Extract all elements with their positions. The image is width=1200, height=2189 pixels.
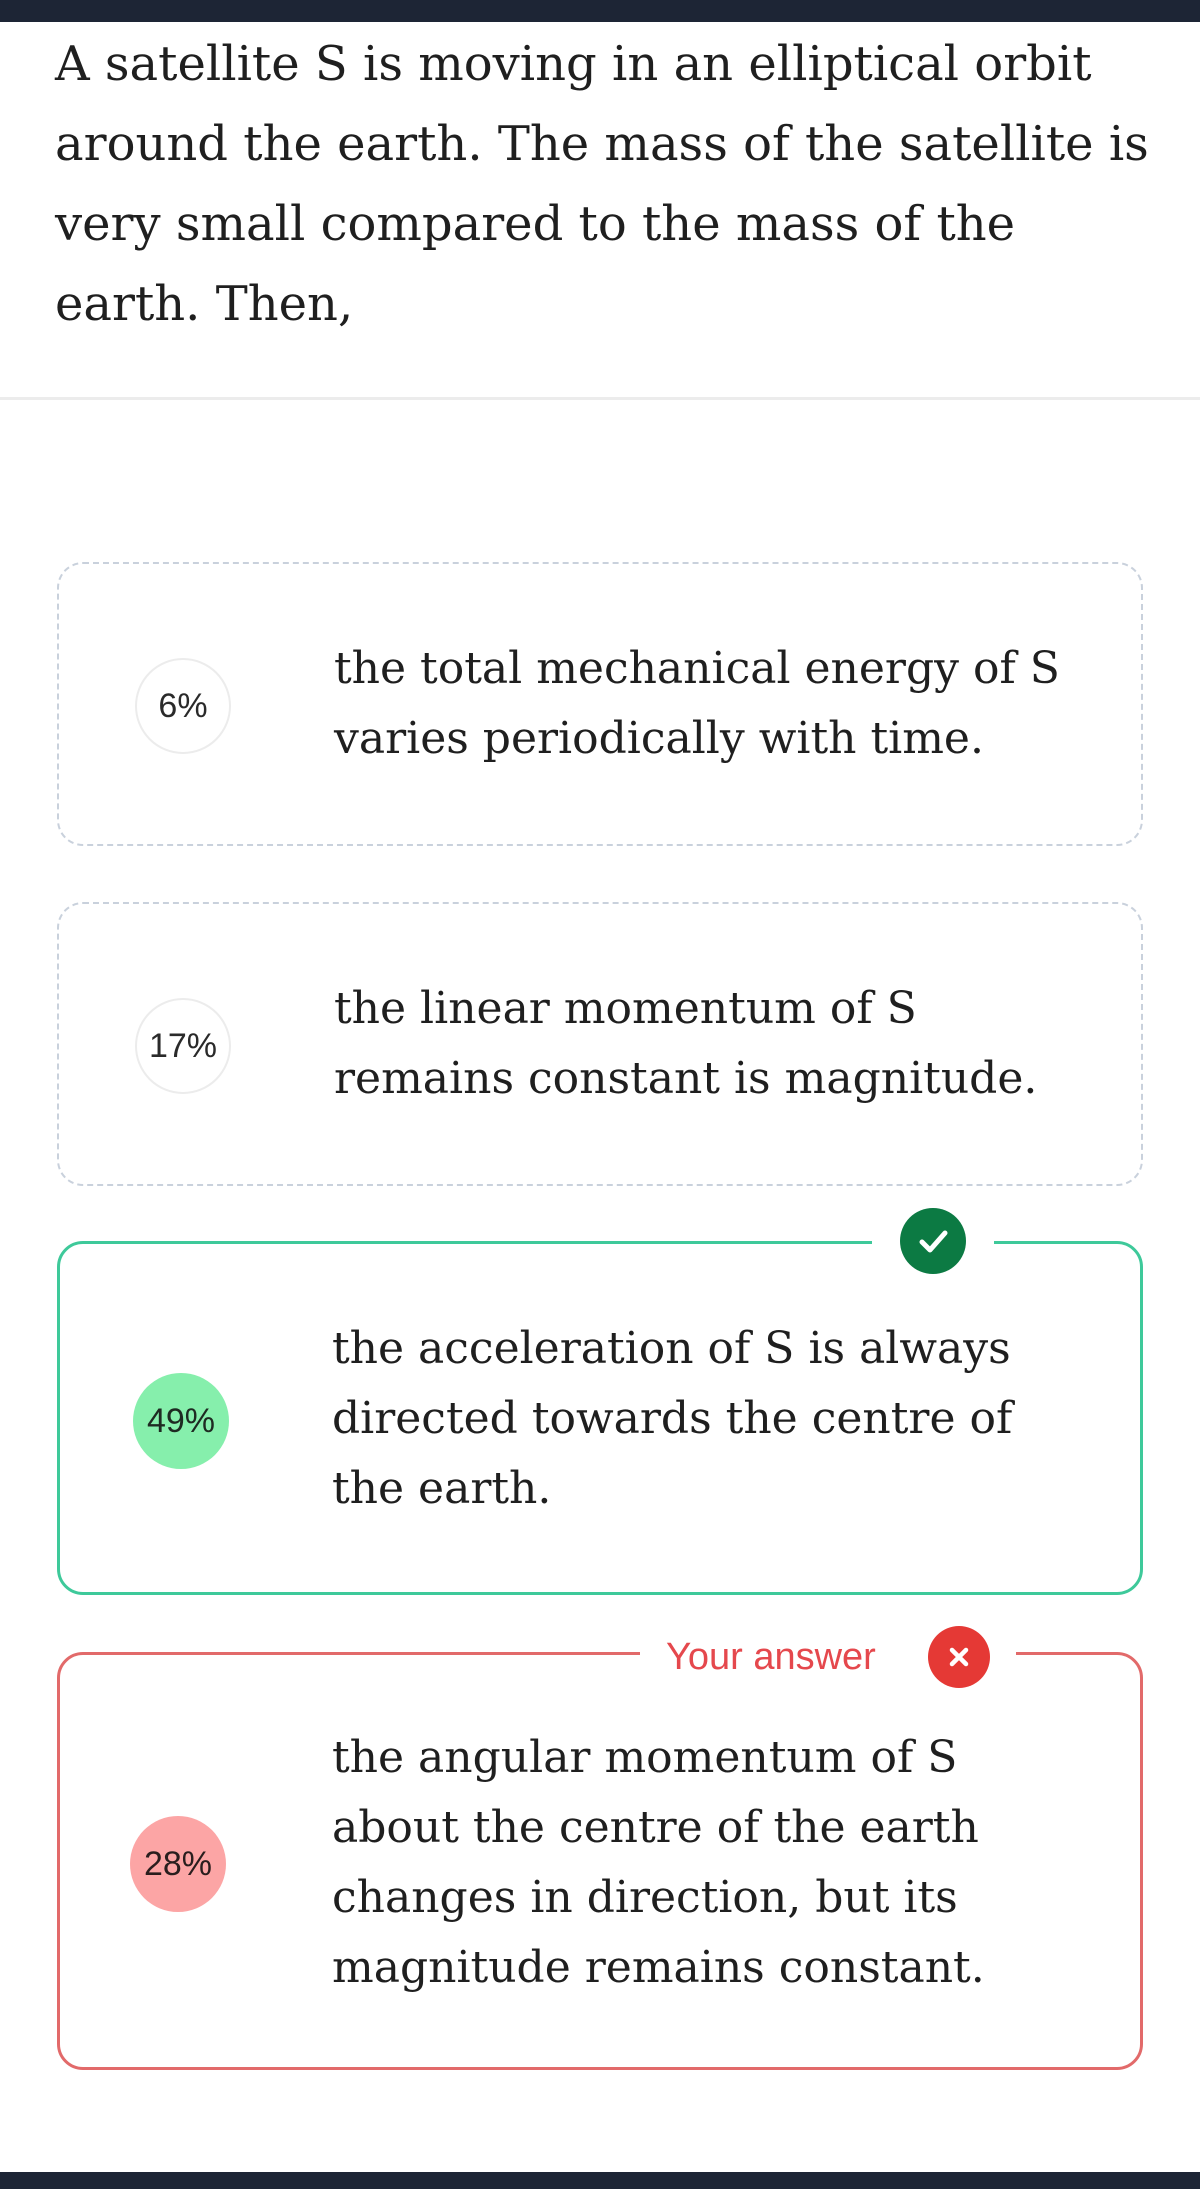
option-3-correct[interactable]: [57, 1241, 1143, 1595]
navigation-bar: [0, 2172, 1200, 2189]
close-icon: [928, 1626, 990, 1688]
option-2[interactable]: [57, 902, 1143, 1186]
question-text: A satellite S is moving in an elliptical orbit around the earth. The mass of the satellite is very small compared to the mass of the earth. Then,: [55, 36, 1149, 332]
check-icon: [900, 1208, 966, 1274]
option-4-percent: 28%: [130, 1816, 226, 1912]
option-4-text: the angular momentum of S about the centre of the earth changes in direction, but its magnitude remains constant.: [332, 1732, 985, 1993]
option-2-percent: 17%: [135, 998, 231, 1094]
correct-indicator: [872, 1206, 994, 1276]
your-answer-indicator: [640, 1622, 1016, 1692]
option-1-text: the total mechanical energy of S varies periodically with time.: [334, 643, 1060, 764]
divider: [0, 397, 1200, 400]
option-1-percent: 6%: [135, 658, 231, 754]
your-answer-label: Your answer: [666, 1635, 876, 1678]
option-4-your-answer[interactable]: [57, 1652, 1143, 2070]
option-3-percent: 49%: [133, 1373, 229, 1469]
option-1[interactable]: [57, 562, 1143, 846]
option-2-text: the linear momentum of S remains constant is magnitude.: [334, 983, 1038, 1104]
status-bar: [0, 0, 1200, 22]
option-3-text: the acceleration of S is always directed towards the centre of the earth.: [332, 1323, 1013, 1514]
